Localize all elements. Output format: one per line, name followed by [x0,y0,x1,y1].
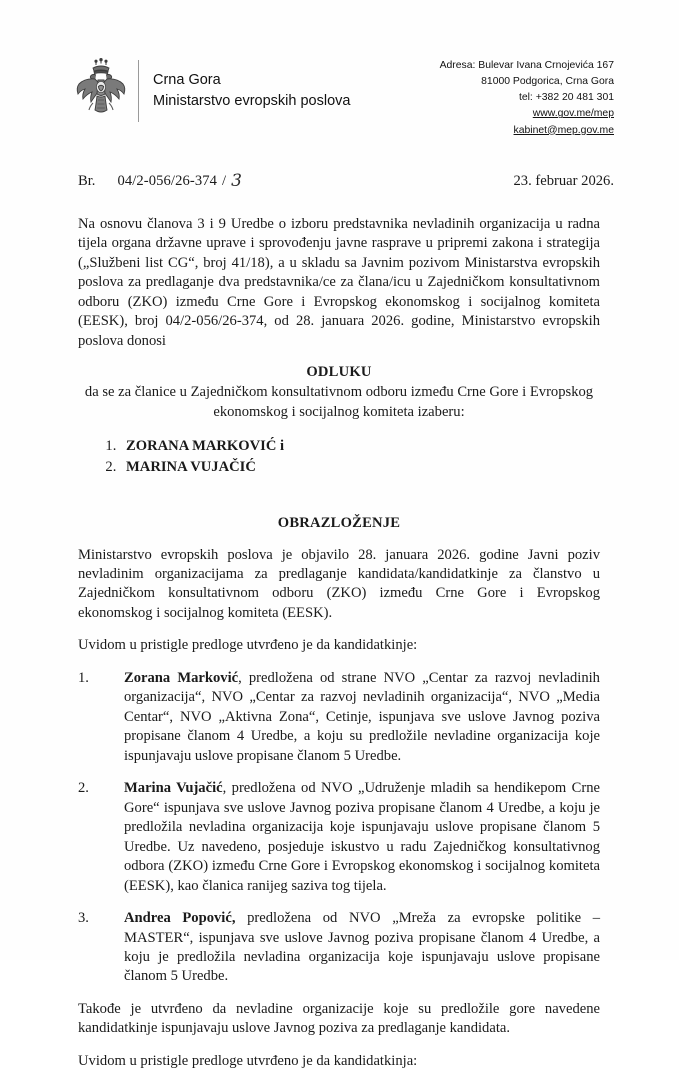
list-item: 1. ZORANA MARKOVIĆ i [120,436,600,457]
rationale-title: OBRAZLOŽENJE [277,514,401,531]
candidate-text [124,669,600,766]
candidate-entry-2 [78,779,600,896]
address-line-street: Adresa: Bulevar Ivana Crnojevića 167 [439,60,614,71]
candidate-text [124,909,600,987]
organization-names [153,70,350,111]
section-spacer [78,499,600,515]
reference-separator: / [222,173,227,189]
closing-note: Takođe je utvrđeno da nevladine organizacije koje su predložile gore navedene kandidatkinje ispunjavaju uslove Javnog poziva za predlaganje kandidata. [78,1000,600,1037]
candidate-name: Andrea Popović, [124,910,236,927]
address-line-city: 81000 Podgorica, Crna Gora [481,76,614,88]
reference-label: Br. [78,173,96,189]
review-line-first: Uvidom u pristigle predloge utvrđeno je da kandidatkinje: [78,637,418,654]
handwritten-annotation: 3 [231,171,242,191]
logo-block [72,56,350,126]
candidate-entry-3 [78,909,600,987]
elected-members-list [78,436,600,478]
candidate-description: predložena od NVO „Mreža za evropske politike – MASTER“, ispunjava sve uslove Javnog poziva propisane članom 4 Uredbe, a koju je predložila nevladina organizacija koje ispunjavaju uslove propisane članom 5 Uredbe. [124,910,600,985]
montenegro-coat-of-arms-icon [72,56,130,126]
reference-number-group [78,170,242,190]
candidate-description: , predložena od strane NVO „Centar za razvoj nevladinih organizacija“, NVO „Centar za razvoj nevladinih organizacija“, NVO „Media Centar“, NVO „Aktivna Zona“, Cetinje, ispunjava sve uslove Javnog poziva propisane članom 4 Uredbe, a koju su predložile nevladine organizacija koje ispunjavaju uslove propisane članom 5 Uredbe. [124,669,600,764]
candidate-text [124,779,600,896]
website-link[interactable]: www.gov.me/mep [532,108,614,120]
document-body [78,215,600,1084]
preamble-paragraph: Na osnovu članova 3 i 9 Uredbe o izboru predstavnika nevladinih organizacija u radna tijela organa državne uprave i sprovođenju javne rasprave u pripremi zakona i strategija („Službeni list CG“, broj 41/18), a u skladu sa Javnim pozivom Ministarstva evropskih poslova za predlaganje dva predstavnika/ce za člana/icu u Zajedničkom konsultativnom odboru (ZKO) između Crne Gore i Evropskog ekonomskog i socijalnog komiteta (EESK), broj 04/2-056/26-374, od 28. januara 2026. godine, Ministarstvo evropskih poslova donosi [78,216,600,349]
email-link[interactable]: kabinet@mep.gov.me [513,124,614,136]
address-block [440,58,614,139]
candidate-description: , predložena od NVO „Udruženje mladih sa hendikepom Crne Gore“ ispunjava sve uslove Javnog poziva propisane članom 4 Uredbe, a koju je predložila nevladina organizacija koje ispunjavaju uslove propisane članom 5 Uredbe. Uz navedeno, posjeduje iskustvo u radu Zajedničkog konsultativnog odbora (ZKO) između Crne Gore i Evropskog ekonomskog i socijalnog komiteta (EESK), kao članica ranijeg saziva tog tijela. [124,780,600,894]
candidate-name: Zorana Marković [124,669,239,686]
review-line-second: Uvidom u pristigle predloge utvrđeno je da kandidatkinja: [78,1052,418,1069]
logo-divider [138,60,139,122]
address-line-phone: tel: +382 20 481 301 [518,92,614,104]
ministry-name: Ministarstvo evropskih poslova [153,93,351,109]
reference-row [78,170,614,190]
candidate-index: 2. [78,780,89,797]
reference-number: 04/2-056/26-374 [117,173,218,189]
document-date: 23. februar 2026. [513,173,614,189]
candidate-index: 1. [78,669,89,686]
country-name: Crna Gora [153,72,221,89]
letterhead [0,52,679,134]
candidate-name: Marina Vujačić [124,780,223,797]
list-item: 2. MARINA VUJAČIĆ [120,457,600,478]
candidate-index: 3. [78,910,89,927]
candidate-entry-1 [78,669,600,766]
decision-title: ODLUKU [306,364,372,381]
decision-intro: da se za članice u Zajedničkom konsultativnom odboru između Crne Gore i Evropskog ekonomskog i socijalnog komiteta izaberu: [84,384,594,420]
rationale-intro: Ministarstvo evropskih poslova je objavilo 28. januara 2026. godine Javni poziv nevladinim organizacijama za predlaganje kandidata/kandidatkinje za članstvo u Zajedničkom konsultativnom odboru (ZKO) između Crne Gore i Evropskog ekonomskog i socijalnog komiteta (EESK). [78,546,600,621]
